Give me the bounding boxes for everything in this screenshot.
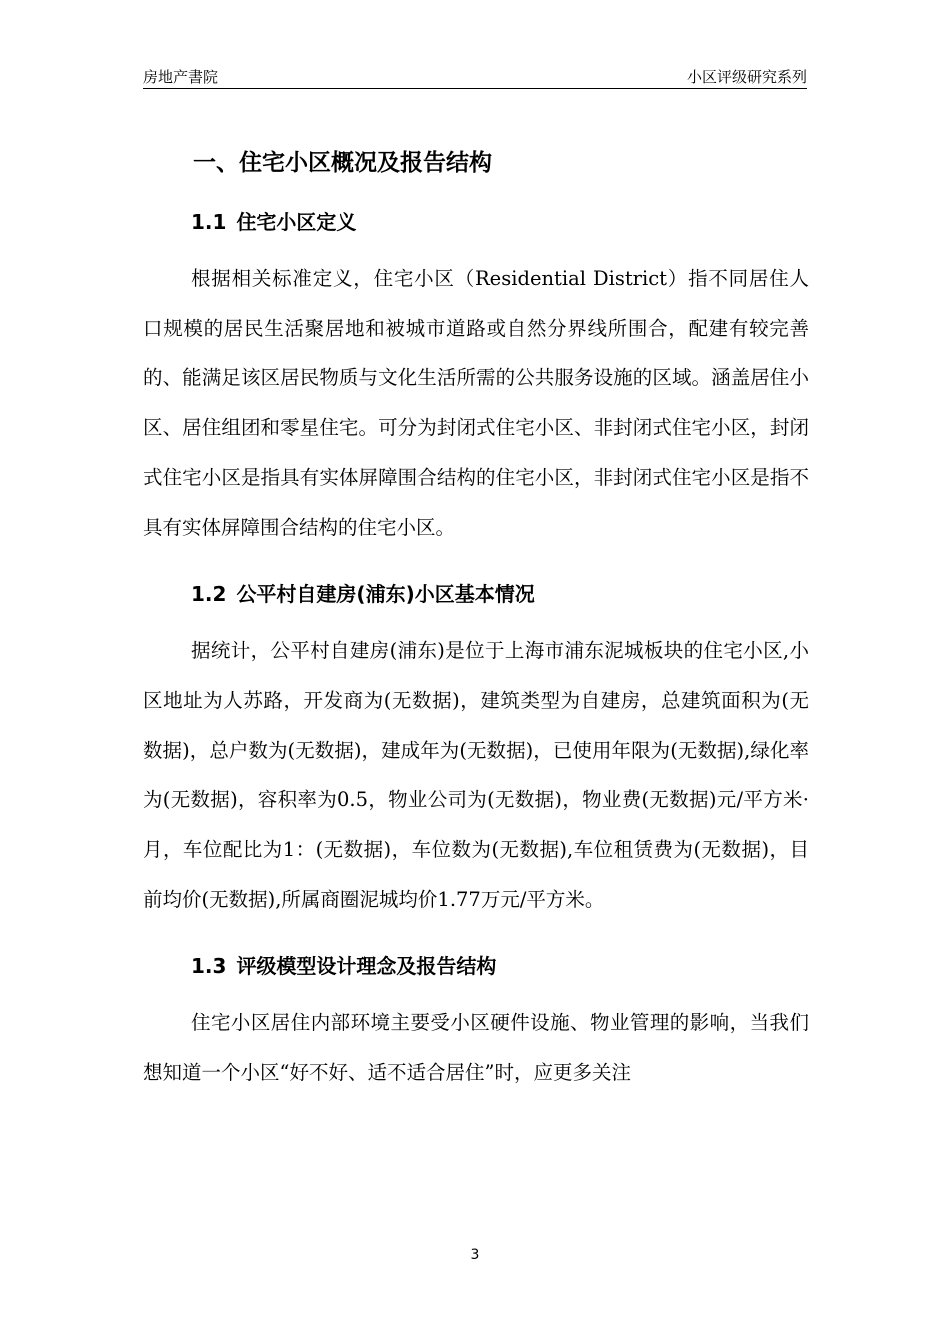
chapter-title: 一、住宅小区概况及报告结构 — [193, 150, 492, 176]
header-series-title: 小区评级研究系列 — [686, 68, 807, 86]
section-number: 1.1 — [191, 210, 227, 234]
section-title: 公平村自建房(浦东)小区基本情况 — [236, 582, 535, 607]
section-title: 评级模型设计理念及报告结构 — [236, 954, 497, 979]
main-content — [143, 140, 809, 1098]
header-publisher: 房地产書院 — [143, 68, 219, 86]
section-number: 1.3 — [191, 954, 227, 979]
section-body-1-3: 住宅小区居住内部环境主要受小区硬件设施、物业管理的影响，当我们想知道一个小区“好不好、适不适合居住”时，应更多关注 — [143, 1011, 809, 1085]
section-body-1-1: 根据相关标准定义，住宅小区（Residential District）指不同居住人口规模的居民生活聚居地和被城市道路或自然分界线所围合，配建有较完善的、能满足该区居民物质与文化生活所需的公共服务设施的区域。涵盖居住小区、居住组团和零星住宅。可分为封闭式住宅小区、非封闭式住宅小区，封闭式住宅小区是指具有实体屏障围合结构的住宅小区，非封闭式住宅小区是指不具有实体屏障围合结构的住宅小区。 — [143, 267, 809, 539]
section-heading-1-3 — [191, 944, 809, 988]
section-heading-1-1 — [191, 200, 809, 244]
section-body-1-2: 据统计，公平村自建房(浦东)是位于上海市浦东泥城板块的住宅小区,小区地址为人苏路，开发商为(无数据)，建筑类型为自建房，总建筑面积为(无数据)，总户数为(无数据)，建成年为(无数据)，已使用年限为(无数据),绿化率为(无数据)，容积率为0.5，物业公司为(无数据)，物业费(无数据)元/平方米·月，车位配比为1：(无数据)，车位数为(无数据),车位租赁费为(无数据)，目前均价(无数据),所属商圈泥城均价1.77万元/平方米。 — [143, 639, 809, 911]
page-header — [143, 62, 807, 89]
section-title: 住宅小区定义 — [236, 210, 357, 234]
page-number: 3 — [470, 1247, 480, 1263]
section-number: 1.2 — [191, 582, 227, 607]
section-heading-1-2 — [191, 572, 809, 616]
